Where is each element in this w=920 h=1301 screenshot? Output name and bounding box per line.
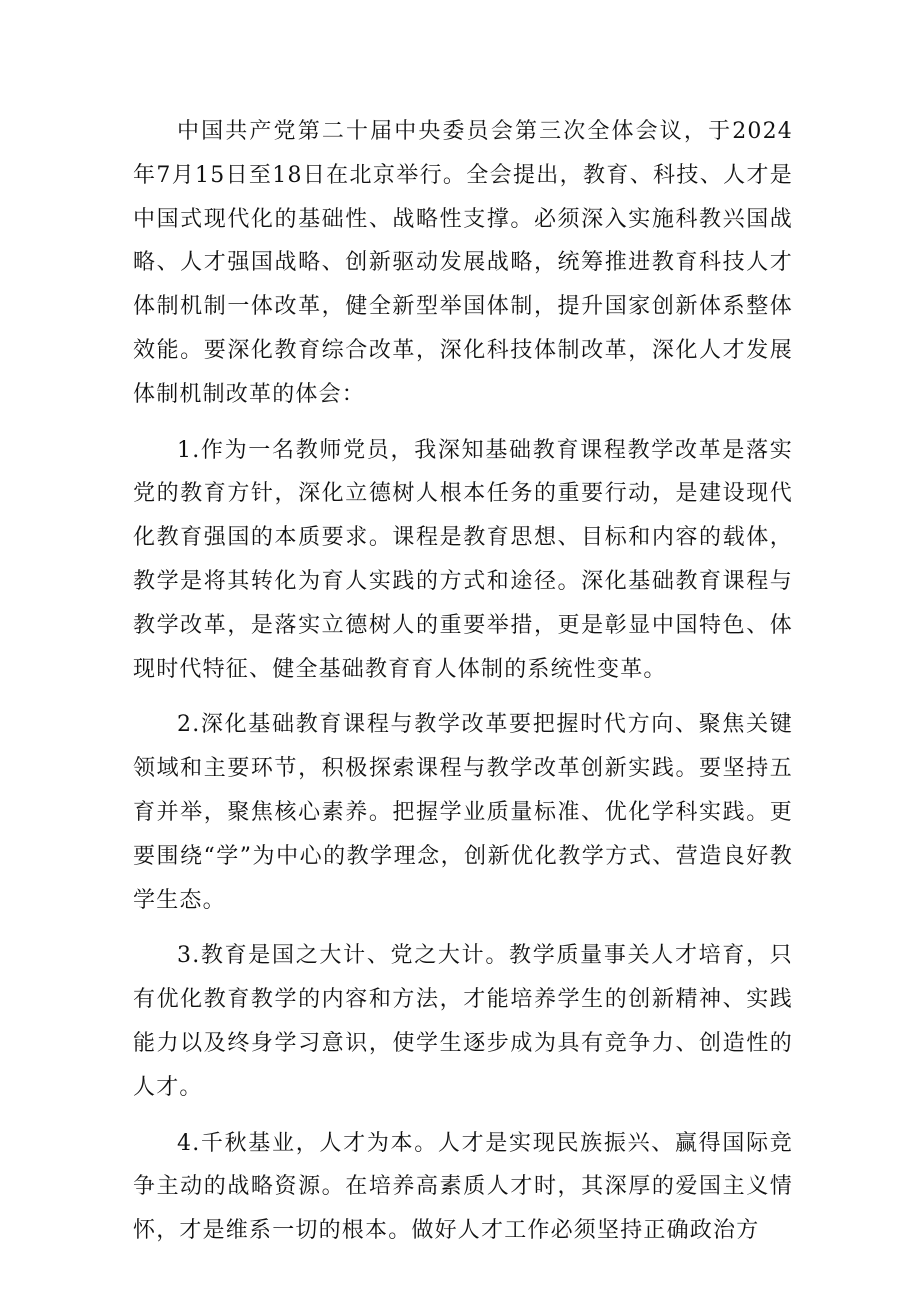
point-3-paragraph: 3.教育是国之大计、党之大计。教学质量事关人才培育，只有优化教育教学的内容和方法，才能培养学生的创新精神、实践能力以及终身学习意识，使学生逐步成为具有竞争力、创造性的人才。 bbox=[133, 943, 793, 1100]
point-1-paragraph: 1.作为一名教师党员，我深知基础教育课程教学改革是落实党的教育方针，深化立德树人根本任务的重要行动，是建设现代化教育强国的本质要求。课程是教育思想、目标和内容的载体，教学是将其转化为育人实践的方式和途径。深化基础教育课程与教学改革，是落实立德树人的重要举措，更是彰显中国特色、体现时代特征、健全基础教育育人体制的系统性变革。 bbox=[133, 437, 793, 682]
document-body bbox=[133, 110, 793, 1265]
point-4-paragraph: 4.千秋基业，人才为本。人才是实现民族振兴、赢得国际竞争主动的战略资源。在培养高素质人才时，其深厚的爱国主义情怀，才是维系一切的根本。做好人才工作必须坚持正确政治方 bbox=[133, 1130, 793, 1244]
point-2-paragraph: 2.深化基础教育课程与教学改革要把握时代方向、聚焦关键领域和主要环节，积极探索课程与教学改革创新实践。要坚持五育并举，聚焦核心素养。把握学业质量标准、优化学科实践。更要围绕“学”为中心的教学理念，创新优化教学方式、营造良好教学生态。 bbox=[133, 712, 793, 913]
intro-paragraph: 中国共产党第二十届中央委员会第三次全体会议，于2024年7月15日至18日在北京举行。全会提出，教育、科技、人才是中国式现代化的基础性、战略性支撑。必须深入实施科教兴国战略、人才强国战略、创新驱动发展战略，统筹推进教育科技人才体制机制一体改革，健全新型举国体制，提升国家创新体系整体效能。要深化教育综合改革，深化科技体制改革，深化人才发展体制机制改革的体会： bbox=[133, 119, 793, 407]
